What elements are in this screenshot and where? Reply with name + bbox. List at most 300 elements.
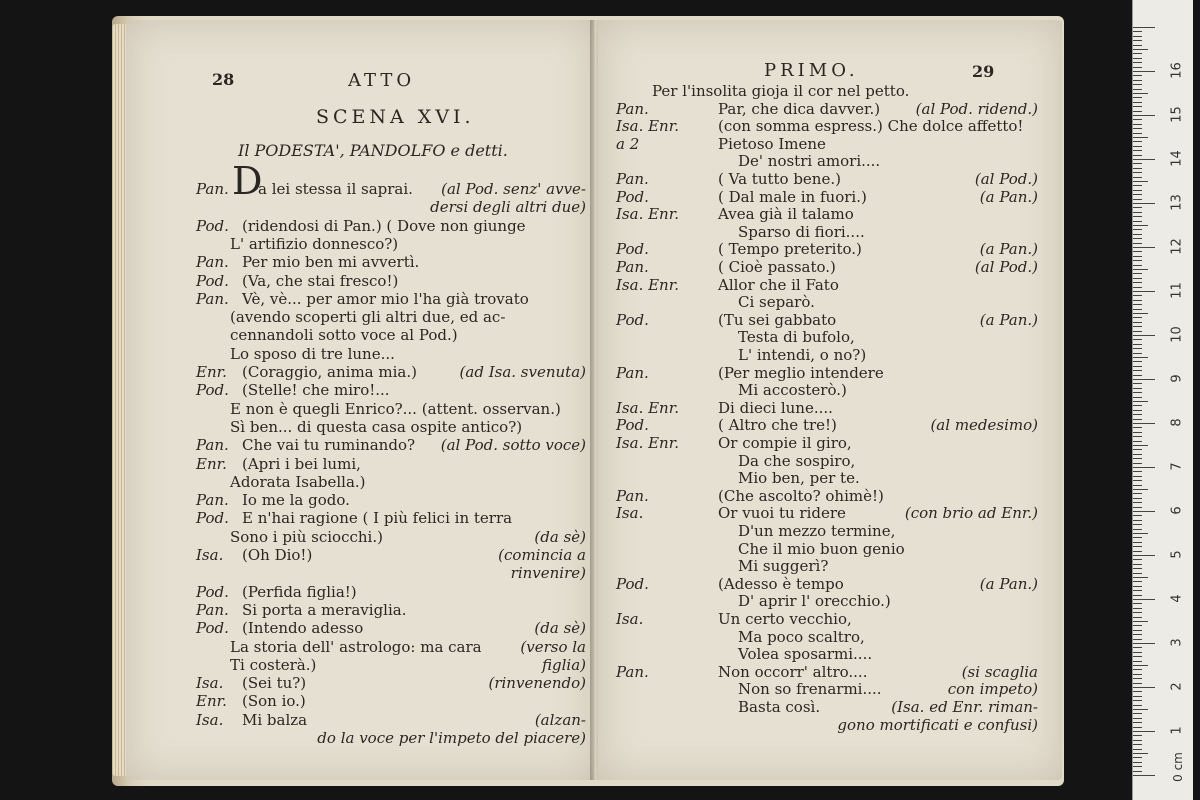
ruler-tick bbox=[1133, 221, 1142, 222]
ruler-tick bbox=[1133, 678, 1142, 679]
dialogue-line: Avea già il talamo bbox=[718, 205, 854, 224]
speaker-label: Pan. bbox=[616, 258, 649, 276]
page-edges bbox=[112, 24, 126, 776]
ruler-tick bbox=[1133, 366, 1142, 367]
ruler-tick bbox=[1133, 207, 1142, 208]
ruler-tick bbox=[1133, 45, 1142, 46]
ruler-label: 9 bbox=[1169, 374, 1185, 383]
ruler-tick bbox=[1133, 599, 1155, 600]
stage-direction: gono mortificati e confusi) bbox=[837, 715, 1038, 734]
dialogue-line: Non occorr' altro.... bbox=[718, 662, 868, 681]
ruler-tick bbox=[1133, 709, 1148, 710]
stage-direction: do la voce per l'impeto del piacere) bbox=[317, 729, 586, 747]
ruler-tick bbox=[1133, 559, 1142, 560]
speaker-label: Pan. bbox=[196, 491, 229, 510]
ruler-tick bbox=[1133, 542, 1142, 543]
ruler-tick bbox=[1133, 375, 1142, 376]
dialogue-line: (Oh Dio!) bbox=[242, 546, 313, 564]
ruler-tick bbox=[1133, 643, 1155, 644]
ruler-tick bbox=[1133, 229, 1142, 230]
ruler-tick bbox=[1133, 634, 1142, 635]
ruler-tick bbox=[1133, 185, 1142, 186]
dialogue-line: L' artifizio donnesco?) bbox=[230, 234, 399, 253]
speaker-label: Pod. bbox=[616, 416, 649, 435]
left-page-header: ATTO bbox=[348, 70, 416, 91]
ruler-tick bbox=[1133, 573, 1142, 574]
ruler-tick bbox=[1133, 471, 1142, 472]
speaker-label: Pan. bbox=[196, 180, 229, 198]
stage-direction: (comincia a bbox=[498, 546, 586, 564]
ruler-tick bbox=[1133, 238, 1142, 239]
dialogue-line: Che vai tu ruminando? bbox=[242, 436, 416, 455]
stage-direction: (si scaglia bbox=[961, 662, 1038, 681]
ruler-tick bbox=[1133, 577, 1148, 578]
stage-direction: (da sè) bbox=[534, 619, 586, 638]
ruler-tick bbox=[1133, 58, 1142, 59]
ruler-tick bbox=[1133, 647, 1142, 648]
speaker-label: Pod. bbox=[616, 187, 649, 206]
ruler-label: 3 bbox=[1169, 638, 1185, 647]
stage-direction: (al Pod. senz' avve- bbox=[441, 180, 586, 198]
dialogue-line: Che il mio buon genio bbox=[738, 539, 905, 558]
dialogue-line: L' intendi, o no?) bbox=[738, 346, 867, 364]
ruler-tick bbox=[1133, 489, 1148, 490]
ruler-tick bbox=[1133, 388, 1142, 389]
stage-direction: (a Pan.) bbox=[979, 574, 1038, 593]
ruler-tick bbox=[1133, 304, 1142, 305]
ruler-tick bbox=[1133, 617, 1142, 618]
stage-direction: (a Pan.) bbox=[979, 310, 1038, 329]
stage-direction: (rinvenendo) bbox=[488, 674, 586, 693]
speaker-label: Pan. bbox=[196, 600, 229, 619]
ruler-tick bbox=[1133, 93, 1148, 94]
ruler-tick bbox=[1133, 546, 1142, 547]
stage-direction: (al Pod.) bbox=[974, 170, 1038, 188]
ruler-tick bbox=[1133, 485, 1142, 486]
ruler-tick bbox=[1133, 309, 1142, 310]
speaker-label: Pod. bbox=[196, 271, 229, 290]
dialogue-line: ( Dal male in fuori.) bbox=[718, 187, 867, 206]
dialogue-line: (Intendo adesso bbox=[242, 619, 364, 638]
ruler-tick bbox=[1133, 317, 1142, 318]
ruler-tick bbox=[1133, 705, 1142, 706]
ruler-tick bbox=[1133, 771, 1142, 772]
ruler-tick bbox=[1133, 551, 1142, 552]
ruler-tick bbox=[1133, 722, 1142, 723]
ruler-tick bbox=[1133, 555, 1155, 556]
dialogue-line: (Apri i bei lumi, bbox=[242, 454, 361, 473]
ruler-tick bbox=[1133, 163, 1142, 164]
speaker-label: Isa. Enr. bbox=[616, 434, 680, 452]
ruler-tick bbox=[1133, 168, 1142, 169]
stage-direction: (alzan- bbox=[534, 710, 586, 729]
ruler-tick bbox=[1133, 498, 1142, 499]
ruler-tick bbox=[1133, 62, 1142, 63]
ruler-tick bbox=[1133, 247, 1155, 248]
speaker-label: Pan. bbox=[616, 170, 649, 188]
ruler-tick bbox=[1133, 84, 1142, 85]
speaker-label: Isa. bbox=[196, 674, 224, 693]
speaker-label: Pod. bbox=[196, 509, 229, 528]
speaker-label: Pan. bbox=[616, 99, 649, 118]
ruler-tick bbox=[1133, 199, 1142, 200]
left-page-number: 28 bbox=[212, 70, 235, 89]
ruler-tick bbox=[1133, 744, 1142, 745]
ruler-tick bbox=[1133, 630, 1142, 631]
dialogue-line: De' nostri amori.... bbox=[738, 152, 881, 171]
dialogue-line: Pietoso Imene bbox=[718, 134, 826, 153]
ruler-tick bbox=[1133, 392, 1142, 393]
ruler-tick bbox=[1133, 80, 1142, 81]
ruler-tick bbox=[1133, 141, 1142, 142]
ruler-tick bbox=[1133, 683, 1142, 684]
ruler-tick bbox=[1133, 295, 1142, 296]
stage-direction: (con brio ad Enr.) bbox=[904, 504, 1038, 523]
dialogue-line: Un certo vecchio, bbox=[718, 610, 852, 628]
ruler-tick bbox=[1133, 568, 1142, 569]
ruler-tick bbox=[1133, 661, 1142, 662]
ruler-tick bbox=[1133, 524, 1142, 525]
speaker-label: Pan. bbox=[616, 662, 649, 681]
ruler-tick bbox=[1133, 533, 1148, 534]
dialogue-line: D'un mezzo termine, bbox=[738, 522, 896, 540]
speaker-label: Isa. bbox=[196, 546, 224, 564]
ruler-label: 5 bbox=[1169, 550, 1185, 559]
ruler-tick bbox=[1133, 603, 1142, 604]
dialogue-line: Or compie il giro, bbox=[718, 434, 852, 452]
ruler-label: 15 bbox=[1169, 106, 1185, 123]
ruler-tick bbox=[1133, 111, 1142, 112]
ruler-tick bbox=[1133, 493, 1142, 494]
ruler-tick bbox=[1133, 612, 1142, 613]
dialogue-line: (Sei tu?) bbox=[242, 674, 307, 693]
ruler-tick bbox=[1133, 177, 1142, 178]
speaker-label: Enr. bbox=[196, 454, 227, 473]
ruler-label: 4 bbox=[1169, 594, 1185, 603]
ruler-tick bbox=[1133, 515, 1142, 516]
ruler-tick bbox=[1133, 243, 1142, 244]
dialogue-line: Ma poco scaltro, bbox=[738, 627, 865, 646]
ruler-tick bbox=[1133, 427, 1142, 428]
ruler-tick bbox=[1133, 370, 1142, 371]
dialogue-line: (Coraggio, anima mia.) bbox=[242, 363, 417, 381]
ruler-tick bbox=[1133, 137, 1148, 138]
stage-direction: (al Pod. sotto voce) bbox=[440, 436, 586, 455]
speaker-label: a 2 bbox=[616, 134, 640, 153]
ruler-tick bbox=[1133, 727, 1142, 728]
stage-direction: (verso la bbox=[520, 637, 586, 656]
ruler-tick bbox=[1133, 36, 1142, 37]
ruler-tick bbox=[1133, 339, 1142, 340]
dialogue-line: (Tu sei gabbato bbox=[718, 310, 837, 329]
scene-characters: Il PODESTA', PANDOLFO e detti. bbox=[238, 141, 508, 160]
ruler-tick bbox=[1133, 124, 1142, 125]
ruler-tick bbox=[1133, 344, 1142, 345]
ruler-tick bbox=[1133, 775, 1155, 776]
dialogue-line: (Adesso è tempo bbox=[718, 574, 844, 593]
ruler-tick bbox=[1133, 432, 1142, 433]
dialogue-line: E n'hai ragione ( I più felici in terra bbox=[242, 509, 513, 528]
dialogue-line: Vè, vè... per amor mio l'ha già trovato bbox=[242, 289, 529, 308]
dialogue-line: Or vuoi tu ridere bbox=[718, 504, 846, 523]
ruler-tick bbox=[1133, 687, 1155, 688]
dialogue-line: (Stelle! che miro!... bbox=[242, 381, 390, 400]
dialogue-line: Si porta a meraviglia. bbox=[242, 600, 407, 619]
dialogue-line: ( Va tutto bene.) bbox=[718, 170, 841, 188]
ruler-tick bbox=[1133, 133, 1142, 134]
ruler-tick bbox=[1133, 762, 1142, 763]
ruler-tick bbox=[1133, 194, 1142, 195]
ruler-tick bbox=[1133, 326, 1142, 327]
ruler-tick bbox=[1133, 27, 1155, 28]
stage-direction: (al medesimo) bbox=[930, 416, 1038, 435]
dialogue-line: Mio ben, per te. bbox=[738, 469, 860, 488]
ruler-tick bbox=[1133, 713, 1142, 714]
ruler-tick bbox=[1133, 669, 1142, 670]
ruler-tick bbox=[1133, 216, 1142, 217]
dialogue-line: Di dieci lune.... bbox=[718, 398, 833, 417]
ruler-tick bbox=[1133, 225, 1148, 226]
speaker-label: Pod. bbox=[196, 619, 229, 638]
dialogue-line: Mi balza bbox=[242, 710, 308, 729]
ruler-tick bbox=[1133, 379, 1155, 380]
ruler-label: 6 bbox=[1169, 506, 1185, 515]
ruler-tick bbox=[1133, 75, 1142, 76]
ruler-tick bbox=[1133, 273, 1142, 274]
ruler-tick bbox=[1133, 735, 1142, 736]
dialogue-line: Da che sospiro, bbox=[738, 451, 856, 470]
ruler-tick bbox=[1133, 405, 1142, 406]
measuring-ruler bbox=[1132, 0, 1193, 800]
ruler-tick bbox=[1133, 102, 1142, 103]
speaker-label: Pan. bbox=[196, 436, 229, 455]
speaker-label: Pod. bbox=[196, 381, 229, 400]
stage-direction: (Isa. ed Enr. riman- bbox=[891, 698, 1038, 716]
ruler-tick bbox=[1133, 353, 1142, 354]
ruler-tick bbox=[1133, 361, 1142, 362]
ruler-tick bbox=[1133, 278, 1142, 279]
dialogue-line: Ci separò. bbox=[738, 293, 815, 312]
ruler-tick bbox=[1133, 454, 1142, 455]
ruler-tick bbox=[1133, 331, 1142, 332]
dialogue-line: (ridendosi di Pan.) ( Dove non giunge bbox=[242, 216, 526, 235]
ruler-tick bbox=[1133, 749, 1142, 750]
right-page-number: 29 bbox=[972, 62, 995, 81]
dialogue-line: (Va, che stai fresco!) bbox=[242, 271, 399, 290]
ruler-tick bbox=[1133, 691, 1142, 692]
ruler-tick bbox=[1133, 172, 1142, 173]
speaker-label: Pod. bbox=[196, 216, 229, 235]
dialogue-line: Io me la godo. bbox=[242, 491, 350, 510]
speaker-label: Enr. bbox=[196, 363, 227, 381]
ruler-label: 14 bbox=[1169, 150, 1185, 167]
ruler-tick bbox=[1133, 740, 1142, 741]
stage-direction: con impeto) bbox=[947, 680, 1038, 699]
ruler-tick bbox=[1133, 700, 1142, 701]
dialogue-line: (Che ascolto? ohimè!) bbox=[718, 486, 884, 505]
ruler-tick bbox=[1133, 674, 1142, 675]
ruler-tick bbox=[1133, 40, 1142, 41]
ruler-tick bbox=[1133, 203, 1155, 204]
ruler-tick bbox=[1133, 119, 1142, 120]
ruler-tick bbox=[1133, 260, 1142, 261]
dialogue-line: Sì ben... di questa casa ospite antico?) bbox=[230, 417, 523, 436]
ruler-tick bbox=[1133, 656, 1142, 657]
ruler-tick bbox=[1133, 537, 1142, 538]
dialogue-line: La storia dell' astrologo: ma cara bbox=[230, 637, 482, 656]
dialogue-line: (avendo scoperti gli altri due, ed ac- bbox=[230, 308, 506, 327]
stage-direction: (a Pan.) bbox=[979, 187, 1038, 206]
dialogue-line: (Per meglio intendere bbox=[718, 363, 884, 382]
ruler-tick bbox=[1133, 397, 1142, 398]
ruler-tick bbox=[1133, 97, 1142, 98]
stage-direction: dersi degli altri due) bbox=[430, 198, 586, 217]
dialogue-line: a lei stessa il saprai. bbox=[258, 180, 413, 198]
ruler-tick bbox=[1133, 190, 1142, 191]
ruler-tick bbox=[1133, 419, 1142, 420]
ruler-tick bbox=[1133, 696, 1142, 697]
right-page bbox=[598, 20, 1062, 780]
dialogue-line: ( Altro che tre!) bbox=[718, 416, 837, 435]
ruler-tick bbox=[1133, 665, 1148, 666]
ruler-tick bbox=[1133, 146, 1142, 147]
ruler-tick bbox=[1133, 520, 1142, 521]
ruler-tick bbox=[1133, 150, 1142, 151]
dialogue-line: Adorata Isabella.) bbox=[230, 472, 366, 491]
dialogue-line: Ti costerà.) bbox=[230, 655, 317, 674]
ruler-tick bbox=[1133, 423, 1155, 424]
ruler-tick bbox=[1133, 445, 1148, 446]
ruler-tick bbox=[1133, 313, 1148, 314]
ruler-label: 8 bbox=[1169, 418, 1185, 427]
ruler-tick bbox=[1133, 441, 1142, 442]
dialogue-line: Lo sposo di tre lune... bbox=[230, 344, 395, 363]
ruler-tick bbox=[1133, 300, 1142, 301]
ruler-tick bbox=[1133, 458, 1142, 459]
dialogue-line: (Son io.) bbox=[242, 692, 306, 711]
ruler-tick bbox=[1133, 586, 1142, 587]
speaker-label: Pan. bbox=[196, 289, 229, 308]
ruler-tick bbox=[1133, 282, 1142, 283]
ruler-tick bbox=[1133, 652, 1142, 653]
ruler-tick bbox=[1133, 181, 1148, 182]
stage-direction: rinvenire) bbox=[510, 564, 586, 583]
ruler-tick bbox=[1133, 348, 1142, 349]
ruler-tick bbox=[1133, 476, 1142, 477]
speaker-label: Isa. Enr. bbox=[616, 117, 680, 136]
dialogue-line: Par, che dica davver.) bbox=[718, 99, 881, 118]
speaker-label: Isa. Enr. bbox=[616, 275, 680, 294]
speaker-label: Pan. bbox=[196, 253, 229, 272]
ruler-tick bbox=[1133, 529, 1142, 530]
ruler-tick bbox=[1133, 265, 1142, 266]
ruler-tick bbox=[1133, 49, 1148, 50]
dialogue-line: D' aprir l' orecchio.) bbox=[738, 592, 891, 611]
ruler-tick bbox=[1133, 766, 1142, 767]
ruler-tick bbox=[1133, 639, 1142, 640]
speaker-label: Pan. bbox=[616, 486, 649, 505]
ruler-tick bbox=[1133, 89, 1142, 90]
stage-direction: (al Pod. ridend.) bbox=[915, 99, 1038, 118]
speaker-label: Isa. bbox=[616, 610, 644, 628]
ruler-tick bbox=[1133, 467, 1155, 468]
dialogue-line: Mi accosterò.) bbox=[738, 381, 847, 400]
ruler-tick bbox=[1133, 502, 1142, 503]
dialogue-line: Per mio ben mi avvertì. bbox=[242, 253, 420, 272]
ruler-tick bbox=[1133, 608, 1142, 609]
ruler-label: 12 bbox=[1169, 238, 1185, 255]
dialogue-line: Basta così. bbox=[738, 698, 821, 716]
dialogue-line: E non è quegli Enrico?... (attent. osservan.) bbox=[230, 399, 561, 418]
speaker-label: Pod. bbox=[616, 310, 649, 329]
dialogue-line: Per l'insolita gioja il cor nel petto. bbox=[652, 82, 910, 100]
dialogue-line: Sparso di fiori.... bbox=[738, 222, 865, 241]
ruler-tick bbox=[1133, 212, 1142, 213]
ruler-tick bbox=[1133, 106, 1142, 107]
dialogue-line: Mi suggerì? bbox=[738, 557, 829, 576]
ruler-label: 1 bbox=[1169, 726, 1185, 735]
ruler-tick bbox=[1133, 621, 1148, 622]
speaker-label: Isa. Enr. bbox=[616, 205, 680, 224]
right-page-header: PRIMO. bbox=[764, 60, 859, 81]
speaker-label: Isa. Enr. bbox=[616, 398, 680, 417]
ruler-tick bbox=[1133, 564, 1142, 565]
ruler-label: 7 bbox=[1169, 462, 1185, 471]
ruler-tick bbox=[1133, 511, 1155, 512]
ruler-tick bbox=[1133, 335, 1155, 336]
speaker-label: Pod. bbox=[196, 582, 229, 601]
ruler-tick bbox=[1133, 507, 1142, 508]
dialogue-line: ( Tempo preterito.) bbox=[718, 240, 862, 259]
dialogue-line: ( Cioè passato.) bbox=[718, 258, 836, 276]
dialogue-line: (Perfida figlia!) bbox=[242, 582, 357, 601]
speaker-label: Isa. bbox=[196, 710, 224, 729]
ruler-tick bbox=[1133, 414, 1142, 415]
dialogue-line: cennandoli sotto voce al Pod.) bbox=[230, 326, 458, 345]
dialogue-line: Volea sposarmi.... bbox=[738, 645, 873, 664]
speaker-label: Pan. bbox=[616, 363, 649, 382]
speaker-label: Isa. bbox=[616, 504, 644, 523]
ruler-tick bbox=[1133, 269, 1148, 270]
dialogue-line: Non so frenarmi.... bbox=[738, 680, 882, 699]
dialogue-line: (con somma espress.) Che dolce affetto! bbox=[718, 117, 1024, 136]
speaker-label: Pod. bbox=[616, 240, 649, 259]
ruler-tick bbox=[1133, 590, 1142, 591]
ruler-tick bbox=[1133, 31, 1142, 32]
left-page bbox=[126, 20, 594, 780]
stage-direction: (ad Isa. svenuta) bbox=[459, 363, 586, 381]
ruler-tick bbox=[1133, 595, 1142, 596]
stage-direction: (al Pod.) bbox=[974, 258, 1038, 276]
ruler-tick bbox=[1133, 71, 1155, 72]
ruler-tick bbox=[1133, 625, 1142, 626]
ruler-tick bbox=[1133, 67, 1142, 68]
ruler-tick bbox=[1133, 251, 1142, 252]
ruler-tick bbox=[1133, 291, 1155, 292]
ruler-tick bbox=[1133, 410, 1142, 411]
ruler-tick bbox=[1133, 256, 1142, 257]
open-book bbox=[112, 16, 1064, 786]
ruler-tick bbox=[1133, 436, 1142, 437]
ruler-tick bbox=[1133, 753, 1148, 754]
ruler-label: 13 bbox=[1169, 194, 1185, 211]
ruler-tick bbox=[1133, 718, 1142, 719]
ruler-tick bbox=[1133, 757, 1142, 758]
speaker-label: Pod. bbox=[616, 574, 649, 593]
stage-direction: (a Pan.) bbox=[979, 240, 1038, 259]
ruler-tick bbox=[1133, 463, 1142, 464]
ruler-tick bbox=[1133, 480, 1142, 481]
